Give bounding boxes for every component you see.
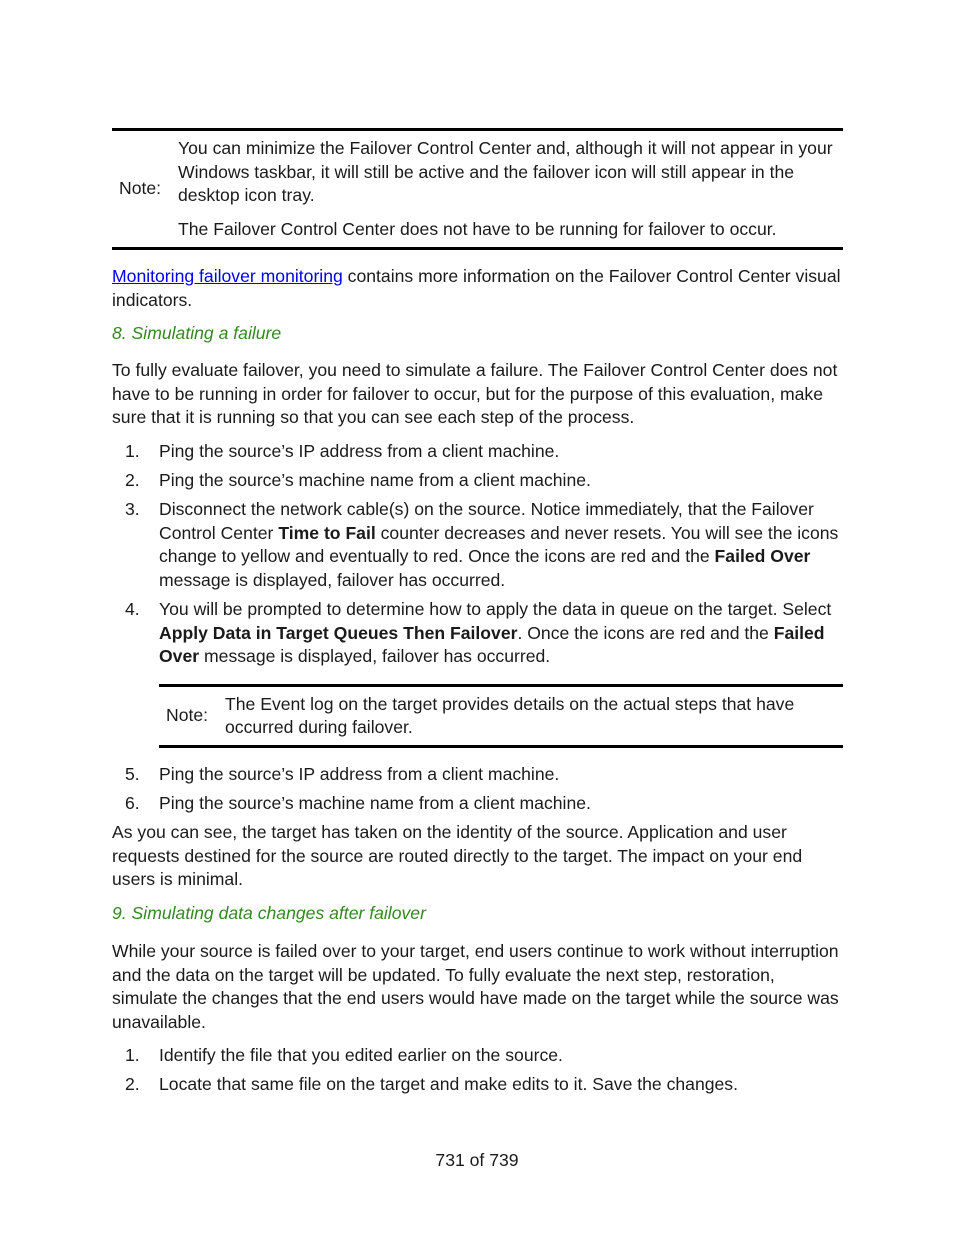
- list-number: 3.: [125, 499, 140, 519]
- section-heading-simulating-data-changes: 9. Simulating data changes after failover: [112, 903, 426, 923]
- apply-data-option-label: Apply Data in Target Queues Then Failover: [159, 622, 518, 643]
- list-number: 6.: [125, 793, 140, 813]
- page-number: 731 of 739: [435, 1150, 519, 1170]
- section-heading-simulating-failure: 8. Simulating a failure: [112, 323, 282, 343]
- list-number: 4.: [125, 599, 140, 619]
- failed-over-label: Failed Over: [714, 546, 811, 566]
- list-item: [112, 1073, 843, 1097]
- list-text: Ping the source’s machine name from a client machine.: [159, 470, 591, 490]
- list-item: [112, 469, 843, 493]
- monitoring-failover-link[interactable]: Monitoring failover monitoring: [112, 266, 343, 286]
- list-item: [112, 763, 843, 787]
- list-number: 1.: [125, 1045, 140, 1065]
- note-body: [178, 137, 843, 241]
- section9-paragraph: While your source is failed over to your target, end users continue to work without interruption and the data on the target will be updated. To fully evaluate the next step, restoration, simulate the changes that the end users would have made on the target while the source was unavailable.: [112, 941, 839, 1032]
- list-text: Disconnect the network cable(s) on the source. Notice immediately, that the Failover Control Center Time to Fail counter decreases and never resets. You will see the icons change to yellow and eventually to red. Once the icons are red and the Failed Over message is displayed, failover has occurred.: [159, 499, 839, 590]
- section8-paragraph: To fully evaluate failover, you need to simulate a failure. The Failover Control Center does not have to be running in order for failover to occur, but for the purpose of this evaluation, make sure that it is running so that you can see each step of the process.: [112, 360, 838, 427]
- intro-rest: contains more information on the Failover Control Center visual indicators.: [112, 266, 841, 310]
- note-body: [225, 693, 843, 740]
- list-item: [112, 598, 843, 669]
- list-item: [112, 1044, 843, 1068]
- intro-paragraph: [112, 265, 843, 312]
- list-text: Ping the source’s IP address from a client machine.: [159, 764, 560, 784]
- list-text: You will be prompted to determine how to apply the data in queue on the target. Select Apply Data in Target Queues Then Failover. Once the icons are red and the Failed Over message is displayed, failover has occurred.: [159, 599, 832, 666]
- section8-closing-paragraph: As you can see, the target has taken on the identity of the source. Application and user requests destined for the source are routed directly to the target. The impact on your end users is minimal.: [112, 822, 803, 889]
- list-item: [112, 440, 843, 464]
- time-to-fail-label: Time to Fail: [278, 522, 376, 543]
- note-box-minimize: [112, 128, 843, 250]
- list-text: Locate that same file on the target and make edits to it. Save the changes.: [159, 1074, 738, 1094]
- list-number: 2.: [125, 1074, 140, 1094]
- list-item: [112, 498, 843, 592]
- list-text: Ping the source’s IP address from a client machine.: [159, 441, 560, 461]
- list-item: [112, 792, 843, 816]
- note-label: Note:: [166, 705, 209, 726]
- list-number: 5.: [125, 764, 140, 784]
- list-text: Ping the source’s machine name from a client machine.: [159, 793, 591, 813]
- note-paragraph-event-log: The Event log on the target provides details on the actual steps that have occurred during failover.: [225, 693, 795, 737]
- note-label: Note:: [119, 178, 162, 199]
- list-number: 1.: [125, 441, 140, 461]
- note-paragraph-running: The Failover Control Center does not have to be running for failover to occur.: [178, 218, 777, 239]
- list-number: 2.: [125, 470, 140, 490]
- list-text: Identify the file that you edited earlier on the source.: [159, 1045, 563, 1065]
- note-box-event-log: [159, 684, 843, 748]
- failed-over-label: Failed Over: [159, 622, 825, 666]
- note-paragraph-minimize: You can minimize the Failover Control Center and, although it will not appear in your Windows taskbar, it will still be active and the failover icon will still appear in the desktop icon tray.: [178, 138, 833, 205]
